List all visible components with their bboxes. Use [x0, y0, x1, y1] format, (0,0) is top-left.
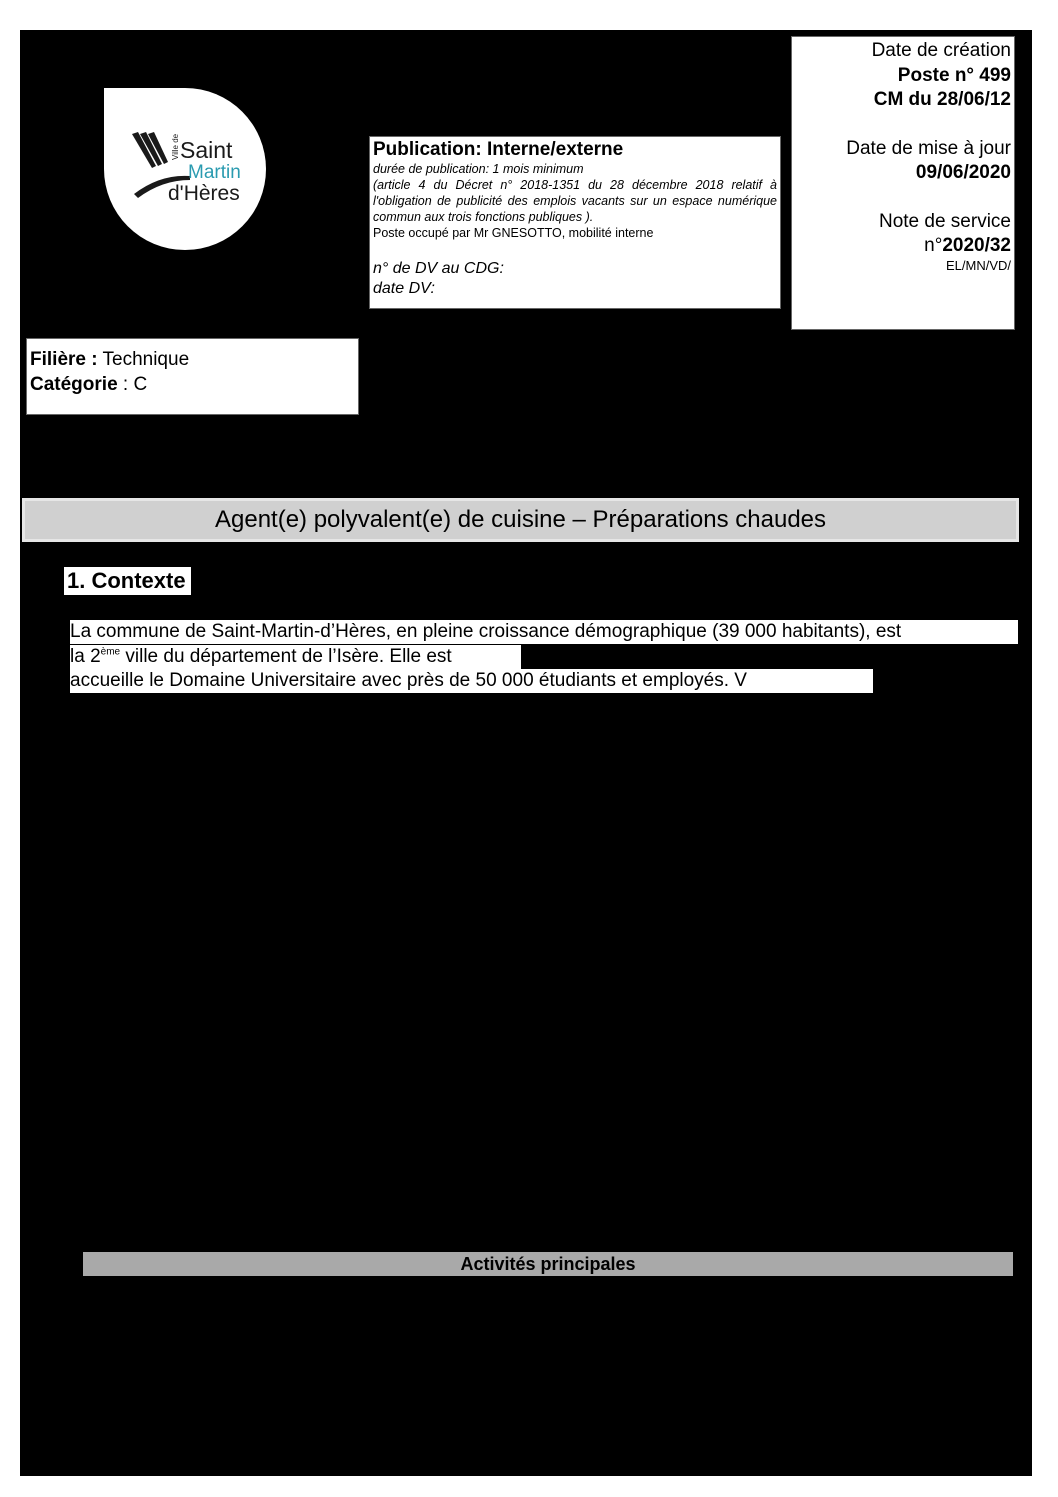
svg-text:d'Hères: d'Hères: [168, 182, 240, 205]
context-line-2: la 2ème ville du département de l’Isère. Elle est: [70, 645, 521, 669]
publication-duration: durée de publication: 1 mois minimum: [373, 162, 584, 176]
context-line-1: La commune de Saint-Martin-d’Hères, en pleine croissance démographique (39 000 habitants), est: [70, 620, 1018, 644]
section-heading-context: 1. Contexte: [64, 567, 191, 595]
job-title: Agent(e) polyvalent(e) de cuisine – Préparations chaudes: [22, 498, 1019, 542]
activities-header: Activités principales: [83, 1252, 1013, 1276]
author-initials: EL/MN/VD/: [945, 257, 1011, 273]
publication-box: [369, 136, 781, 309]
svg-text:Ville de: Ville de: [171, 133, 180, 160]
dv-date: date DV:: [373, 280, 435, 297]
saint-martin-logo-icon: [130, 130, 242, 208]
classification-box: [26, 338, 359, 415]
city-logo: [104, 88, 266, 250]
publication-title: Publication: Interne/externe: [373, 139, 624, 160]
publication-occupied: Poste occupé par Mr GNESOTTO, mobilité interne: [373, 226, 654, 240]
svg-text:Saint: Saint: [180, 137, 233, 163]
dv-cdg-number: n° de DV au CDG:: [373, 260, 504, 277]
publication-article: (article 4 du Décret n° 2018-1351 du 28 décembre 2018 relatif à l'obligation de publicité des emplois vacants sur un espace numérique commun aux trois fonctions publiques ).: [373, 178, 777, 224]
context-line-3: accueille le Domaine Universitaire avec près de 50 000 étudiants et employés. V: [70, 669, 873, 693]
svg-text:Martin: Martin: [188, 162, 241, 183]
service-note-number: n°2020/32: [924, 235, 1011, 256]
update-date: 09/06/2020: [915, 162, 1011, 183]
service-note-label: Note de service: [878, 210, 1011, 232]
post-number: Poste n° 499: [897, 64, 1011, 86]
update-date-label: Date de mise à jour: [846, 137, 1011, 159]
post-info-box: [791, 36, 1015, 330]
council-date: CM du 28/06/12: [873, 89, 1011, 110]
filiere-line: Filière : Technique: [30, 349, 190, 370]
creation-date-label: Date de création: [871, 40, 1011, 61]
categorie-line: Catégorie : C: [30, 374, 148, 395]
